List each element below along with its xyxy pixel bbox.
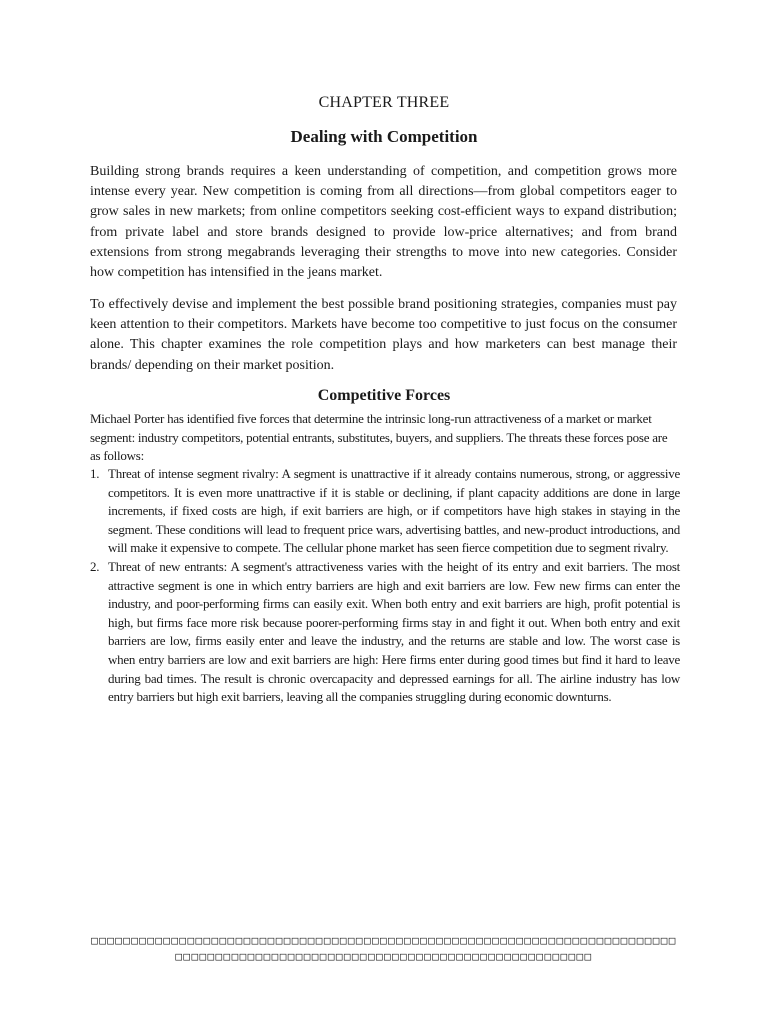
section-intro: Michael Porter has identified five forces that determine the intrinsic long-run attractiveness of a market or market segment: industry competitors, potential entrants, substitutes, buyers, and suppliers. The threats these forces pose are as follows: [90,411,668,464]
list-item-text: Threat of intense segment rivalry: A segment is unattractive if it already contains numerous, strong, or aggressive competitors. It is even more unattractive if it is stable or declining, if plant capacity additions are done in large increments, if fixed costs are high, if exit barriers are high, or if competitors have high stakes in staying in the segment. These conditions will lead to frequent price wars, advertising battles, and new-product introductions, and will make it expensive to compete. The cellular phone market has seen fierce competition due to segment rivalry. [108,466,680,556]
body-paragraph-2: To effectively devise and implement the best possible brand positioning strategies, companies must pay keen attention to their competitors. Markets have become too competitive to just focus on the consumer alone. This chapter examines the role competition plays and how marketers can best manage their brands/ depending on their market position. [90,297,677,373]
footer-unrendered-text: □□□□□□□□□□□□□□□□□□□□□□□□□□□□□□□□□□□□□□□□□□□□□□□□□□□□□□□□□□□□□□□□□□□□□□□□□□□□□□□□□□□□□□□□□□□□□□□□□□□□□□□□□□□□□□□□□□□□□□□□□□□□□ [91,934,677,963]
list-item-number: 1. [90,466,100,481]
list-item-text: Threat of new entrants: A segment's attractiveness varies with the height of its entry and exit barriers. The most attractive segment is one in which entry barriers are high and exit barriers are low. Few new firms can enter the industry, and poor-performing firms can easily exit. When both entry and exit barriers are high, profit potential is high, but firms face more risk because poorer-performing firms stay in and fight it out. When both entry and exit barriers are low, firms easily enter and leave the industry, and the returns are stable and low. The worst case is when entry barriers are low and exit barriers are high: Here firms enter during good times but find it hard to leave during bad times. The result is chronic overcapacity and depressed earnings for all. The airline industry has low entry barriers but high exit barriers, leaving all the companies struggling during economic downturns. [108,558,680,705]
list-item-number: 2. [90,558,100,574]
chapter-title: Dealing with Competition [290,127,478,146]
list-item [90,558,680,707]
body-paragraph-1: Building strong brands requires a keen understanding of competition, and competition grows more intense every year. New competition is coming from all directions—from global competitors eager to grow sales in new markets; from online competitors seeking cost-efficient ways to expand distribution; from private label and store brands designed to provide low-price alternatives; and from brand extensions from strong megabrands leveraging their strengths to move into new categories. Consider how competition has intensified in the jeans market. [90,164,677,281]
section-heading: Competitive Forces [317,387,451,404]
forces-list [90,465,680,707]
list-item [90,465,680,558]
chapter-heading: CHAPTER THREE [318,94,450,111]
